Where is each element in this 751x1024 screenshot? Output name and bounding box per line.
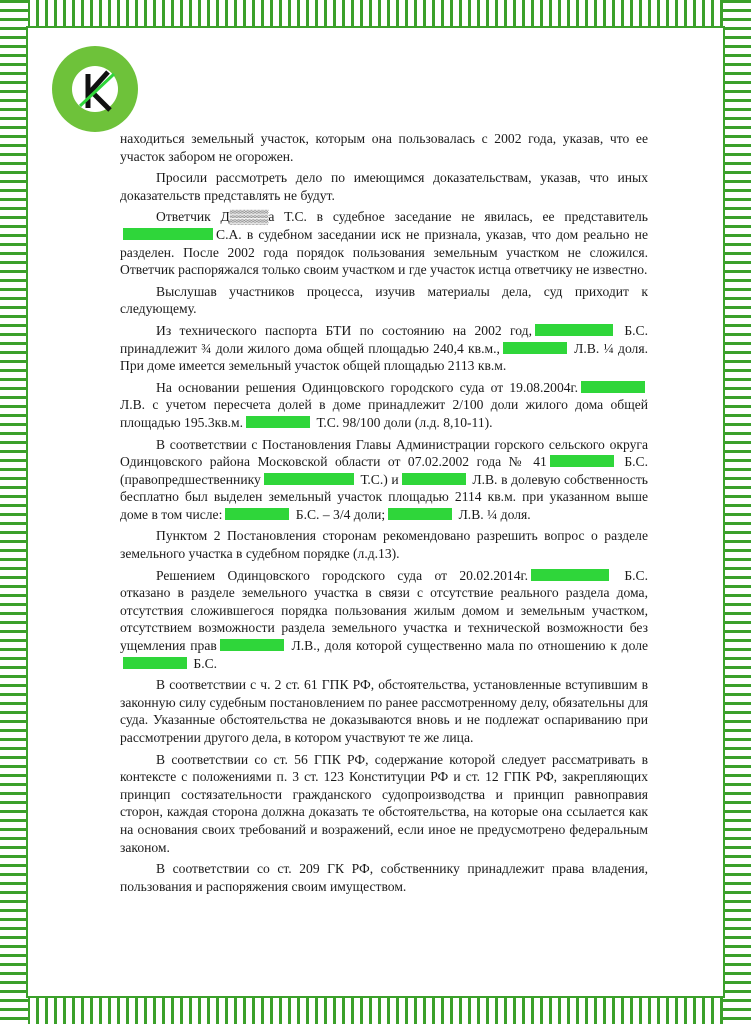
paragraph: В соответствии со ст. 56 ГПК РФ, содержание которой следует рассматривать в контексте с положениями п. 3 ст. 123 Конституции РФ и ст. 12 ГПК РФ, закрепляющих принцип состязательности гражданского судопроизводства и принцип равноправия сторон, каждая сторона должна доказать те обстоятельства, на которые она ссылается как на основания своих требований и возражений, если иное не предусмотрено федеральным законом. (120, 751, 648, 855)
redaction-block (531, 569, 609, 581)
paragraph: В соответствии с Постановления Главы Администрации горского сельского округа Одинцовского района Московской области от 07.02.2002 года № 41 Б.С. (правопредшественнику Т.С.) и Л.В. в долевую собственность бесплатно был выделен земельный участок площадью 2114 кв.м. при указанном выше доме в том числе: Б.С. – 3/4 доли; Л.В. ¼ доля. (120, 436, 648, 522)
redaction-block (581, 381, 645, 393)
redaction-block (123, 228, 213, 240)
redaction-block (503, 342, 567, 354)
greek-key-border-top (0, 0, 751, 28)
redaction-block (123, 657, 187, 669)
paragraph: В соответствии с ч. 2 ст. 61 ГПК РФ, обстоятельства, установленные вступившим в законную силу судебным постановлением по ранее рассмотренному делу, обязательны для суда. Указанные обстоятельства не доказываются вновь и не подлежат оспариванию при рассмотрении другого дела, в котором участвуют те же лица. (120, 677, 648, 745)
redaction-block (220, 639, 284, 651)
redaction-block (264, 473, 354, 485)
document-body (120, 130, 648, 899)
paragraph: Пунктом 2 Постановления сторонам рекомендовано разрешить вопрос о разделе земельного участка в судебном порядке (л.д.13). (120, 528, 648, 562)
logo-k-mark (52, 46, 138, 132)
paragraph: В соответствии со ст. 209 ГК РФ, собственнику принадлежит права владения, пользования и распоряжения своим имуществом. (120, 861, 648, 894)
paragraph: Выслушав участников процесса, изучив материалы дела, суд приходит к следующему. (120, 283, 648, 317)
redaction-block (550, 455, 614, 467)
paragraph: На основании решения Одинцовского городского суда от 19.08.2004г. Л.В. с учетом пересчета долей в доме принадлежит 2/100 доли жилого дома общей площадью 195.3кв.м. Т.С. 98/100 доли (л.д. 8,10-11). (120, 379, 648, 430)
redaction-block (246, 416, 310, 428)
greek-key-border-left (0, 0, 28, 1024)
greek-key-border-bottom (0, 996, 751, 1024)
redaction-block (402, 473, 466, 485)
redaction-block (225, 508, 289, 520)
paragraph: Ответчик Д▒▒▒▒а Т.С. в судебное заседание не явилась, ее представительС.А. в судебном заседании иск не признала, указав, что дом реально не разделен. После 2002 года порядок пользования земельным участком не сложился. Ответчик распоряжался только своим участком и где участок истца ответчику не известно. (120, 209, 648, 278)
paragraph: Из технического паспорта БТИ по состоянию на 2002 год, Б.С. принадлежит ¾ доли жилого дома общей площадью 240,4 кв.м., Л.В. ¼ доля. При доме имеется земельный участок общей площадью 2113 кв.м. (120, 322, 649, 374)
paragraph: находиться земельный участок, которым она пользовалась с 2002 года, указав, что ее участок забором не огорожен. (120, 131, 648, 164)
company-logo (52, 46, 138, 132)
paragraph: Просили рассмотреть дело по имеющимся доказательствам, указав, что иных доказательств представлять не будут. (120, 170, 648, 203)
greek-key-border-right (723, 0, 751, 1024)
redaction-block (535, 324, 613, 336)
redaction-block (388, 508, 452, 520)
paragraph: Решением Одинцовского городского суда от 20.02.2014г. Б.С. отказано в разделе земельного участка в связи с отсутствие реального раздела дома, отсутствия сложившегося порядка пользования жилым домом и земельным участком, отсутствием возможности раздела земельного участка и технической возможности без ущемления прав Л.В., доля которой существенно мала по отношению к доле Б.С. (120, 567, 649, 671)
